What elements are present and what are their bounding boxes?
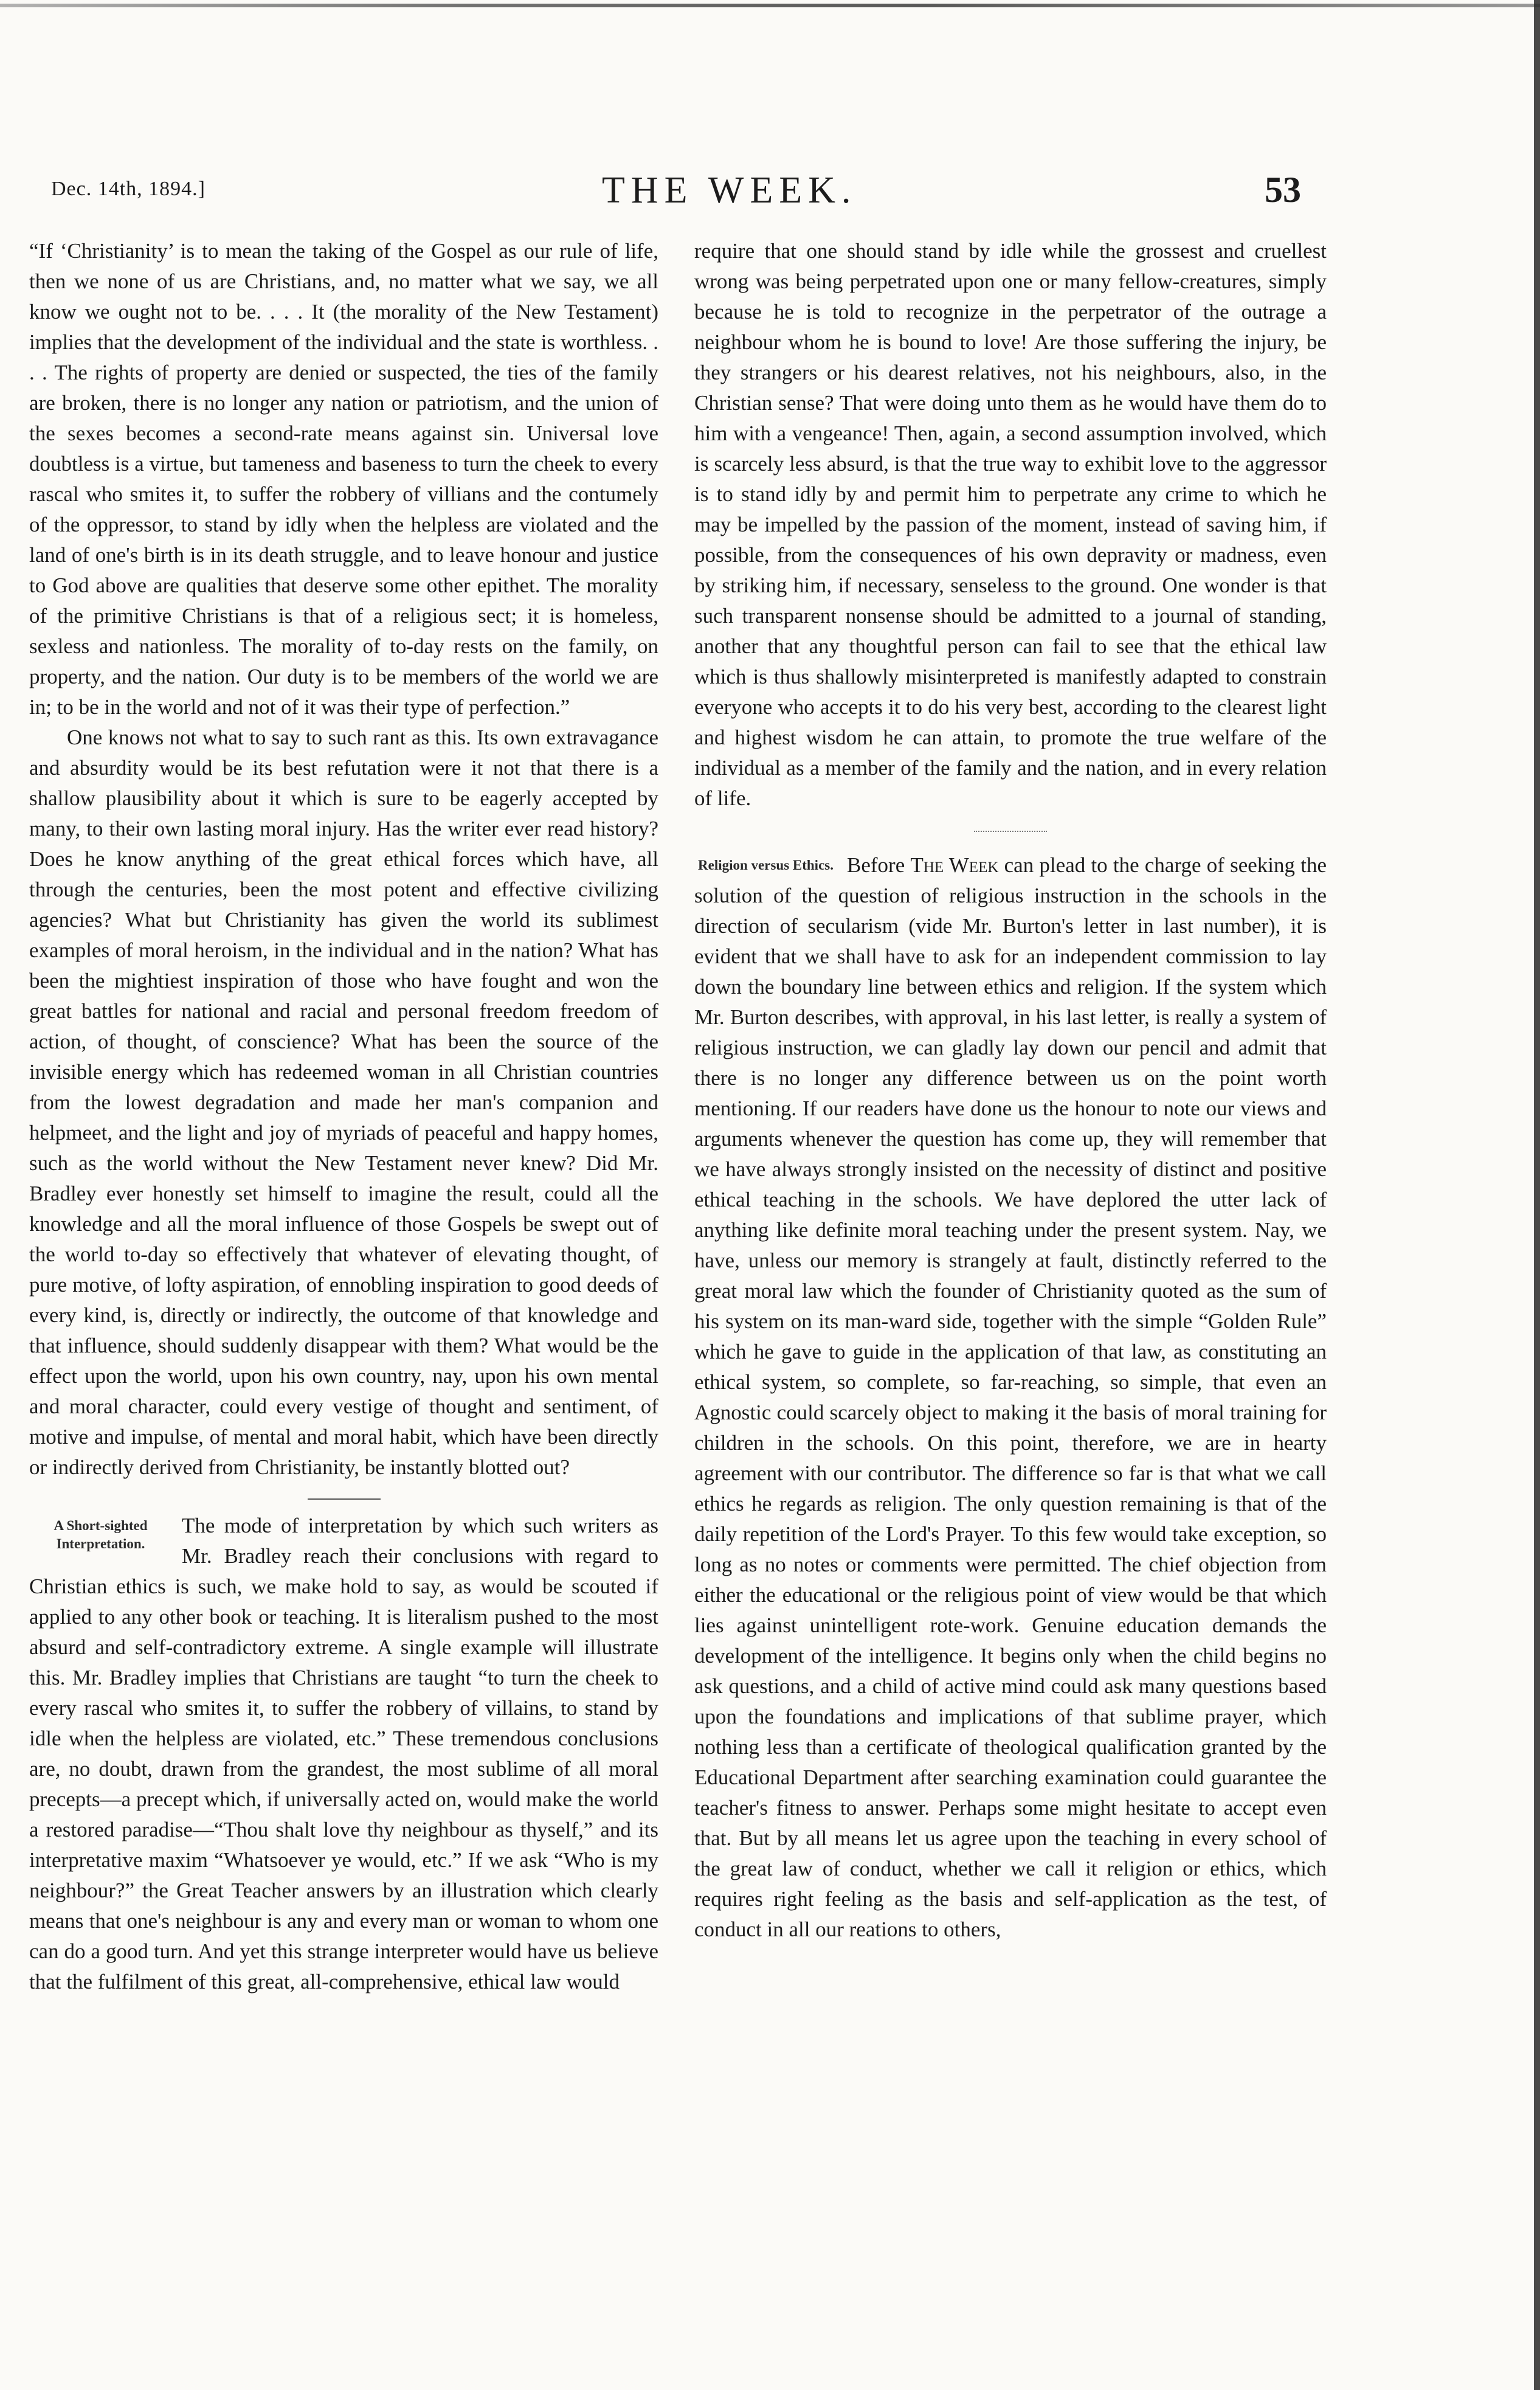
publication-name-inline: The Week (910, 853, 999, 877)
page-number: 53 (1265, 170, 1301, 210)
article-paragraph (694, 850, 1327, 1945)
page-header (43, 164, 1319, 219)
paragraph-body: can plead to the charge of seeking the solution of the question of religious instruction in the schools in the direction of secularism (vide Mr. Burton's letter in last number), it is evident that we shall have to ask for an independent commission to lay down the boundary line between ethics and religion. If the system which Mr. Burton describes, with approval, in his last letter, is really a system of religious instruction, we can gladly lay down our pencil and admit that there is no longer any difference between us on the point worth mentioning. If our readers have done us the honour to note our views and arguments whenever the question has come up, they will remember that we have always strongly insisted on the necessity of distinct and positive ethical teaching in the schools. We have deplored the utter lack of anything like definite moral teaching under the present system. Nay, we have, unless our memory is strangely at fault, distinctly referred to the great moral law which the founder of Christianity quoted as the sum of his system on its man-ward side, together with the simple “Golden Rule” which he gave to guide in the application of that law, as constituting an ethical system, so complete, so far-reaching, so simple, that even an Agnostic could scarcely object to making it the basis of moral training for children in the schools. On this point, therefore, we are in hearty agreement with our contributor. The difference so far is that what we call ethics he regards as religion. The only question remaining is that of the daily repetition of the Lord's Prayer. To this few would take exception, so long as no notes or comments were permitted. The chief objection from either the educational or the religious point of view would be that which lies against unintelligent rote-work. Genuine education demands the development of the intelligence. It begins only when the child begins no ask questions, and a child of active mind could ask many questions based upon the foundations and implications of that sublime prayer, which nothing less than a certificate of theological qualification granted by the Educational Department after searching examination could guarantee the teacher's fitness to answer. Perhaps some might hesitate to accept even that. But by all means let us agree upon the teaching in every school of the great law of conduct, whether we call it religion or ethics, which requires right feeling as the basis and self-application as the test, of conduct in all our reations to others, (694, 853, 1327, 1941)
article-paragraph: The mode of interpretation by which such writers as Mr. Bradley reach their conclusions with regard to Christian ethics is such, we make hold to say, as would be scouted if applied to any other book or teaching. It is literalism pushed to the most absurd and self-contradictory extreme. A single example will illustrate this. Mr. Bradley implies that Christians are taught “to turn the cheek to every rascal who smites it, to suffer the robbery of villains, to stand by idle when the helpless are violated, etc.” These tremendous conclusions are, no doubt, drawn from the grandest, the most sublime of all moral precepts—a precept which, if universally acted on, would make the world a restored paradise—“Thou shalt love thy neighbour as thyself,” and its interpretative maxim “Whatsoever ye would, etc.” If we ask “Who is my neighbour?” the Great Teacher answers by an illustration which clearly means that one's neighbour is any and every man or woman to whom one can do a good turn. And yet this strange interpreter would have us believe that the fulfilment of this great, all-comprehensive, ethical law would (29, 1514, 658, 1993)
page-top-edge (0, 4, 1540, 7)
page-binding-edge (1534, 0, 1540, 2390)
article-paragraph: One knows not what to say to such rant as this. Its own extravagance and absurdity would be its best refutation were it not that there is a shallow plausibility about it which is sure to be eagerly accepted by many, to their own lasting moral injury. Has the writer ever read history? Does he know anything of the great ethical forces which have, all through the centuries, been the most potent and effective civilizing agencies? What but Christianity has given the world its sublimest examples of moral heroism, in the individual and in the nation? What has been the mightiest inspiration of those who have fought and won the great battles for national and racial and personal freedom freedom of action, of thought, of conscience? What has been the source of the invisible energy which has redeemed woman in all Christian countries from the lowest degradation and made her man's companion and helpmeet, and the light and joy of myriads of peaceful and happy homes, such as the world without the New Testament never knew? Did Mr. Bradley ever honestly set himself to imagine the result, could all the knowledge and all the moral influence of those Gospels be swept out of the world to-day so effectively that whatever of elevating thought, of pure motive, of lofty aspiration, of ennobling inspiration to good deeds of every kind, is, directly or indirectly, the outcome of that knowledge and that influence, should suddenly disappear with them? What would be the effect upon the world, upon his own country, nay, upon his own mental and moral character, could every vestige of thought and sentiment, of motive and impulse, of mental and moral habit, which have been directly or indirectly derived from Christianity, be instantly blotted out? (29, 726, 658, 1479)
issue-date: Dec. 14th, 1894.] (51, 178, 206, 200)
publication-title: THE WEEK. (602, 170, 857, 211)
quoted-passage: “If ‘Christianity’ is to mean the taking of the Gospel as our rule of life, then we none of us are Christians, and, no matter what we say, we all know we ought not to be. . . . It (the morality of the New Testament) implies that the development of the individual and the state is worthless. . . . The rights of property are denied or suspected, the ties of the family are broken, there is no longer any nation or patriotism, and the union of the sexes becomes a second-rate means against sin. Universal love doubtless is a virtue, but tameness and baseness to turn the cheek to every rascal who smites it, to suffer the robbery of villians and the contumely of the oppressor, to stand by idly when the helpless are violated and the land of one's birth is in its death struggle, and to leave honour and justice to God above are qualities that deserve some other epithet. The morality of the primitive Christians is that of a religious sect; it is homeless, sexless and nationless. The morality of to-day rests on the family, on property, and the nation. Our duty is to be members of the world we are in; to be in the world and not of it was their type of perfection.” (29, 239, 658, 719)
left-column (29, 236, 658, 1997)
section-divider (308, 1498, 381, 1500)
paragraph-lead: Before (847, 853, 905, 877)
section-divider (974, 831, 1047, 832)
article-paragraph: require that one should stand by idle while the grossest and cruellest wrong was being perpetrated upon one or many fellow-creatures, simply because he is told to recognize in the perpetrator of the outrage a neighbour whom he is bound to love! Are those suffering the injury, be they strangers or his dearest relatives, not his neighbours, also, in the Christian sense? That were doing unto them as he would have them do to him with a vengeance! Then, again, a second assumption involved, which is scarcely less absurd, is that the true way to exhibit love to the aggressor is to stand idly by and permit him to perpetrate any crime to which he may be impelled by the passion of the moment, instead of saving him, if possible, from the consequences of his own depravity or madness, even by striking him, if necessary, senseless to the ground. One wonder is that such transparent nonsense should be admitted to a journal of standing, another that any thoughtful person can fail to see that the ethical law which is thus shallowly misinterpreted is manifestly adapted to constrain everyone who accepts it to do his very best, according to the clearest light and highest wisdom he can attain, to promote the true welfare of the individual as a member of the family and the nation, and in every relation of life. (694, 239, 1327, 810)
right-column (694, 236, 1327, 1945)
section-sidenote: A Short-sighted Interpretation. (54, 1518, 148, 1551)
section-sidenote: Religion versus Ethics. (698, 857, 834, 873)
